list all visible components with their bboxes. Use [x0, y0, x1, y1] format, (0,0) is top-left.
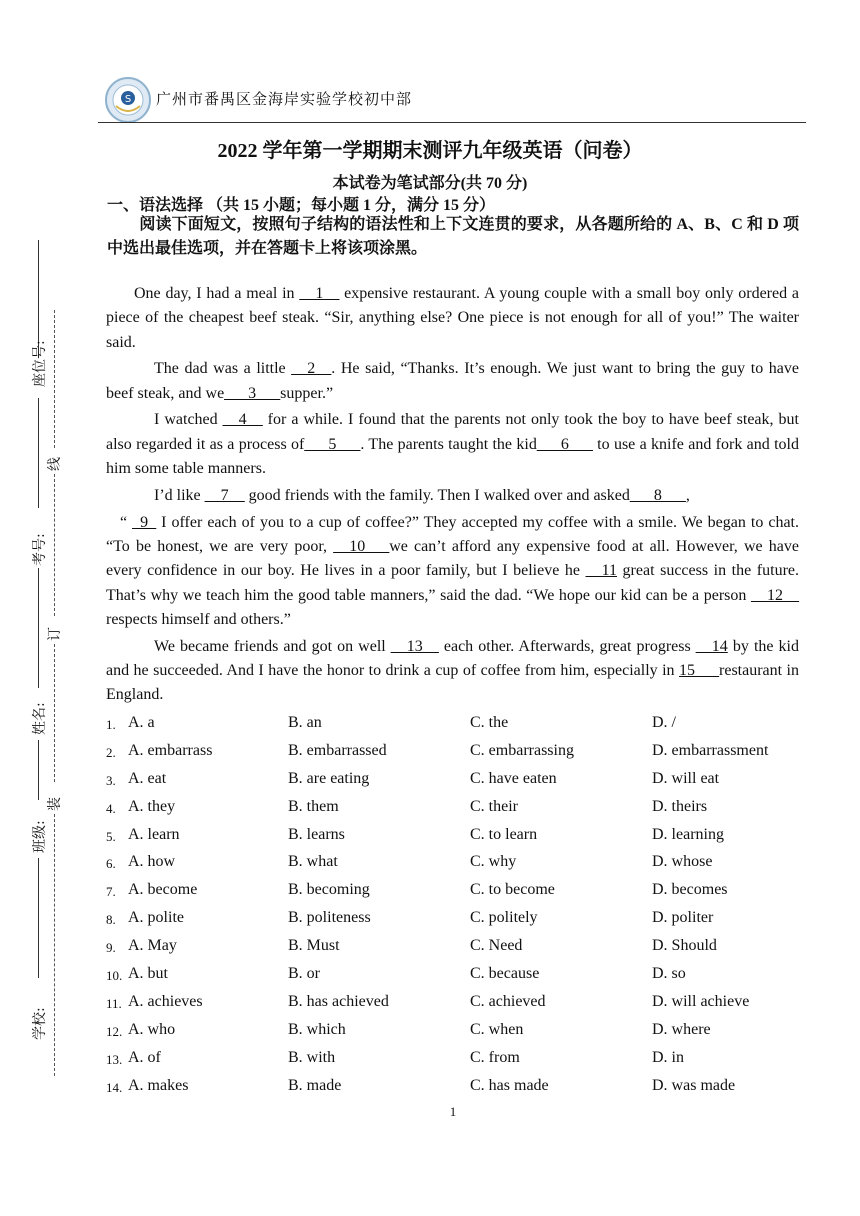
option-a: A. polite	[128, 909, 184, 927]
header-divider	[98, 122, 806, 123]
option-d: D. in	[652, 1048, 684, 1066]
blank: ___8___	[629, 486, 686, 504]
question-number: 12.	[106, 1023, 123, 1039]
option-row	[106, 1049, 806, 1077]
reading-passage	[106, 282, 799, 710]
question-number: 8.	[106, 912, 116, 928]
option-row	[106, 853, 806, 881]
option-c: C. the	[470, 714, 509, 731]
option-row	[106, 1021, 806, 1049]
option-c: C. achieved	[470, 992, 546, 1010]
option-c: C. politely	[470, 909, 538, 927]
option-c: C. from	[470, 1048, 520, 1066]
cut-line	[54, 644, 55, 782]
zhuang-mark: 装	[47, 797, 63, 811]
blank: __14	[695, 637, 728, 655]
option-d: D. Should	[652, 937, 717, 955]
option-b: B. becoming	[288, 881, 370, 899]
cut-line	[54, 310, 55, 448]
seat-label: 座位号:	[32, 340, 48, 387]
exam-no-label: 考号:	[32, 533, 48, 566]
option-b: B. politeness	[288, 909, 371, 927]
blank: ___6___	[536, 435, 593, 453]
option-a: A. they	[128, 797, 176, 815]
option-c: C. their	[470, 797, 518, 815]
blank: __11	[585, 562, 617, 580]
option-c: C. embarrassing	[470, 741, 574, 759]
blank: _9_	[132, 513, 157, 531]
exam-subtitle: 本试卷为笔试部分(共 70 分)	[332, 175, 528, 192]
option-a: A. how	[128, 853, 176, 871]
option-row	[106, 909, 806, 937]
line-mark: 线	[47, 457, 63, 471]
option-b: B. are eating	[288, 769, 370, 787]
blank: ___3___	[224, 384, 281, 402]
option-c: C. Need	[470, 937, 523, 955]
option-d: D. politer	[652, 909, 714, 927]
passage-paragraph: I watched __4__ for a while. I found that the parents not only took the boy to have beef steak, but also regarded it as a process of___5___. The parents taught the kid___6___ to use a knife and fork and told him some table manners.	[106, 411, 799, 478]
option-a: A. makes	[128, 1076, 189, 1094]
option-a: A. but	[128, 965, 168, 983]
option-d: D. where	[652, 1020, 711, 1038]
option-b: B. Must	[288, 937, 340, 955]
option-b: B. them	[288, 797, 339, 815]
option-b: B. learns	[288, 825, 345, 843]
option-row	[106, 1077, 806, 1105]
section-instructions: 阅读下面短文，按照句子结构的语法性和上下文连贯的要求，从各题所给的 A、B、C 和 D 项中选出最佳选项，并在答题卡上将该项涂黑。	[107, 216, 799, 257]
blank: __7__	[204, 486, 245, 504]
question-number: 5.	[106, 828, 116, 844]
class-label: 班级:	[32, 820, 48, 853]
option-b: B. made	[288, 1076, 342, 1094]
question-number: 11.	[106, 995, 122, 1011]
blank: __10___	[333, 537, 390, 555]
option-d: D. /	[652, 714, 676, 731]
option-row	[106, 798, 806, 826]
question-number: 2.	[106, 744, 116, 760]
page-number: 1	[449, 1104, 457, 1119]
svg-text:S: S	[124, 94, 132, 105]
passage-paragraph: One day, I had a meal in __1__ expensive restaurant. A young couple with a small boy only ordered a piece of the cheapest beef steak. “Sir, anything else? One piece is not enough for all of you!” The waiter said.	[106, 285, 800, 351]
option-c: C. have eaten	[470, 769, 557, 787]
option-a: A. become	[128, 881, 198, 899]
option-d: D. theirs	[652, 797, 708, 815]
question-number: 14.	[106, 1079, 123, 1095]
option-row	[106, 993, 806, 1021]
answer-options	[106, 714, 806, 1104]
binding-line	[38, 568, 39, 688]
option-d: D. will achieve	[652, 992, 750, 1010]
ding-mark: 订	[47, 627, 63, 641]
option-c: C. when	[470, 1020, 524, 1038]
option-a: A. achieves	[128, 992, 203, 1010]
binding-line	[38, 858, 39, 978]
binding-line	[38, 398, 39, 508]
passage-paragraph: We became friends and got on well __13__ each other. Afterwards, great progress __14 by the kid and he succeeded. And I have the honor to drink a cup of coffee from him, especially in 15___restaurant in England.	[106, 637, 799, 704]
question-number: 6.	[106, 856, 116, 872]
option-a: A. learn	[128, 825, 180, 843]
option-c: C. why	[470, 853, 517, 871]
school-logo	[104, 76, 152, 124]
blank: __1__	[299, 285, 340, 302]
school-name: 广州市番禺区金海岸实验学校初中部	[156, 90, 413, 108]
binding-line	[38, 740, 39, 800]
blank: __13__	[390, 637, 439, 655]
cut-line	[54, 814, 55, 1076]
option-c: C. has made	[470, 1076, 549, 1094]
blank: __12__	[751, 586, 799, 604]
option-b: B. has achieved	[288, 992, 389, 1010]
option-row	[106, 714, 806, 742]
passage-paragraph: “ _9_ I offer each of you to a cup of coffee?” They accepted my coffee with a smile. We began to chat. “To be honest, we are very poor, __10___we can’t afford any expensive food at all. However, we have every confidence in our boy. He lives in a poor family, but I believe he __11 great success in the future. That’s why we teach him the good table manners,” said the dad. “We hope our kid can be a person __12__ respects himself and others.”	[106, 513, 800, 628]
option-a: A. of	[128, 1048, 161, 1066]
option-c: C. to become	[470, 881, 555, 899]
blank: ___5___	[304, 435, 361, 453]
question-number: 13.	[106, 1051, 123, 1067]
passage-paragraph: I’d like __7__ good friends with the family. Then I walked over and asked___8___,	[154, 486, 690, 504]
exam-title: 2022 学年第一学期期末测评九年级英语（问卷）	[217, 140, 643, 162]
option-d: D. was made	[652, 1076, 736, 1094]
option-c: C. because	[470, 965, 540, 983]
option-b: B. or	[288, 965, 320, 983]
option-b: B. embarrassed	[288, 741, 387, 759]
option-row	[106, 742, 806, 770]
question-number: 10.	[106, 968, 123, 984]
question-number: 1.	[106, 717, 116, 732]
option-d: D. will eat	[652, 769, 720, 787]
option-c: C. to learn	[470, 825, 538, 843]
option-a: A. who	[128, 1020, 176, 1038]
blank: __4__	[222, 411, 263, 429]
option-d: D. learning	[652, 825, 724, 843]
section-heading: 一、语法选择 （共 15 小题；每小题 1 分，满分 15 分）	[107, 197, 496, 214]
option-d: D. whose	[652, 853, 713, 871]
passage-paragraph: The dad was a little __2__. He said, “Thanks. It’s enough. We just want to bring the guy to have beef steak, and we___3___supper.”	[106, 360, 799, 402]
name-label: 姓名:	[32, 702, 48, 735]
question-number: 7.	[106, 884, 116, 900]
cut-line	[54, 474, 55, 616]
question-number: 9.	[106, 940, 116, 956]
option-b: B. which	[288, 1020, 346, 1038]
question-number: 3.	[106, 772, 116, 788]
school-label: 学校:	[32, 1007, 48, 1040]
option-a: A. May	[128, 937, 177, 955]
option-row	[106, 826, 806, 854]
option-d: D. becomes	[652, 881, 728, 899]
blank: 15___	[679, 661, 720, 679]
option-row	[106, 770, 806, 798]
option-d: D. embarrassment	[652, 741, 769, 759]
option-d: D. so	[652, 965, 686, 983]
option-row	[106, 881, 806, 909]
option-row	[106, 937, 806, 965]
option-a: A. a	[128, 714, 155, 731]
question-number: 4.	[106, 800, 116, 816]
option-b: B. what	[288, 853, 338, 871]
option-b: B. with	[288, 1048, 336, 1066]
blank: __2__	[291, 360, 332, 378]
option-row	[106, 965, 806, 993]
option-a: A. eat	[128, 769, 167, 787]
option-b: B. an	[288, 714, 322, 731]
option-a: A. embarrass	[128, 741, 213, 759]
